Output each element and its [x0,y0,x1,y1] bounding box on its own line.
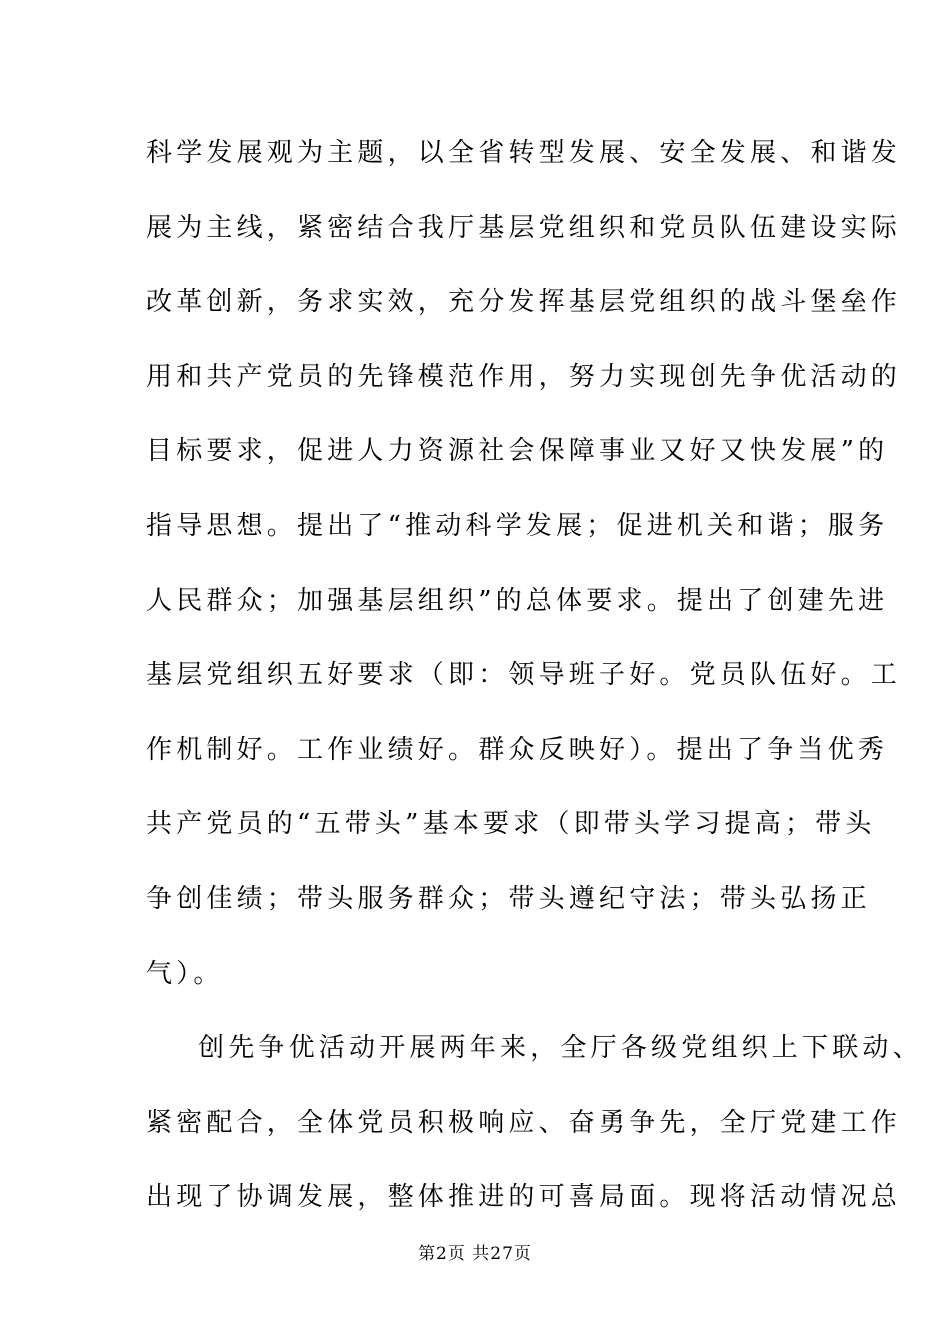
text-line: 气）。 [146,958,224,989]
text-line: 指导思想。提出了“推动科学发展；促进机关和谐；服务 [146,510,889,541]
text-line: 作机制好。工作业绩好。群众反映好）。提出了争当优秀 [146,734,889,765]
paragraph-start-line: 创先争优活动开展两年来，全厅各级党组织上下联动、 [198,1033,923,1064]
page-number: 第2页 共27页 [418,1244,532,1264]
text-line: 出现了协调发展，整体推进的可喜局面。现将活动情况总 [146,1182,902,1213]
text-line: 科学发展观为主题，以全省转型发展、安全发展、和谐发 [146,138,902,168]
text-line: 争创佳绩；带头服务群众；带头遵纪守法；带头弘扬正 [146,883,871,914]
text-line: 改革创新，务求实效，充分发挥基层党组织的战斗堡垒作 [146,287,902,318]
text-line: 展为主线，紧密结合我厅基层党组织和党员队伍建设实际 [146,212,902,243]
text-line: 共产党员的“五带头”基本要求（即带头学习提高；带头 [146,809,876,840]
text-line: 人民群众；加强基层组织”的总体要求。提出了创建先进 [146,585,889,616]
text-line: 基层党组织五好要求（即：领导班子好。党员队伍好。工 [146,660,902,691]
text-line: 目标要求，促进人力资源社会保障事业又好又快发展”的 [146,436,889,467]
text-line: 紧密配合，全体党员积极响应、奋勇争先，全厅党建工作 [146,1107,902,1138]
body-text [146,128,923,1247]
text-line: 用和共产党员的先锋模范作用，努力实现创先争优活动的 [146,361,902,392]
